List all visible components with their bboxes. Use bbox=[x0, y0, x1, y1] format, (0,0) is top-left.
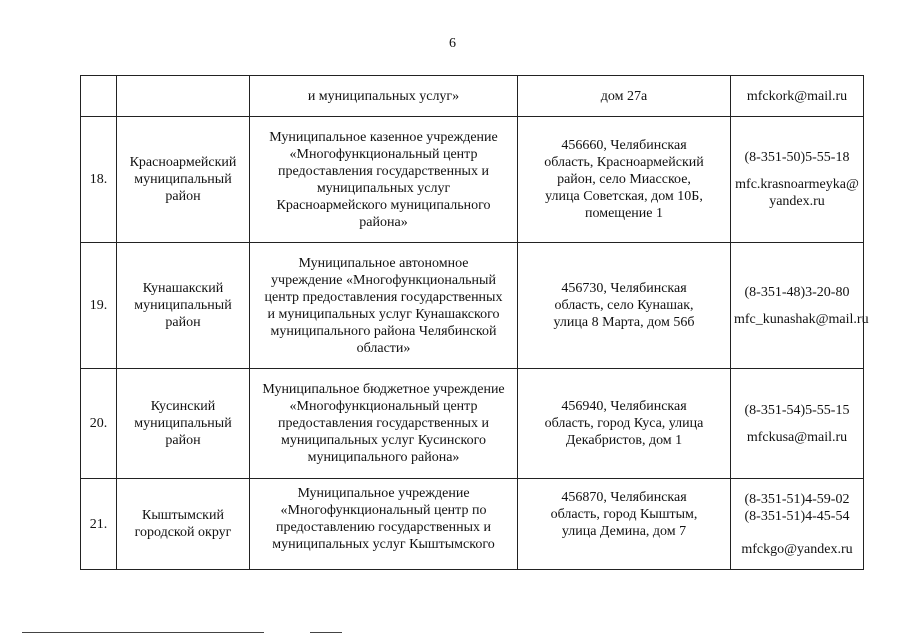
district-cell bbox=[117, 243, 250, 369]
email-line: mfckusa@mail.ru bbox=[746, 429, 848, 445]
mfc-table bbox=[80, 75, 869, 570]
district-line: Кыштымский bbox=[142, 508, 224, 523]
organization-line: Муниципальное казенное учреждение bbox=[269, 129, 498, 145]
district-line: Кусинский bbox=[150, 399, 216, 414]
table-row bbox=[81, 243, 864, 369]
address-line: 456870, Челябинская bbox=[561, 490, 687, 505]
organization-line: района» bbox=[359, 214, 408, 230]
organization-line: Муниципальное автономное bbox=[298, 255, 469, 271]
organization-cell bbox=[250, 479, 518, 570]
contacts-cell bbox=[731, 369, 864, 479]
email-line: mfckork@mail.ru bbox=[746, 88, 848, 104]
organization-line: предоставления государственных и bbox=[278, 163, 489, 179]
address-cell bbox=[518, 243, 731, 369]
contacts-gap bbox=[734, 419, 860, 429]
organization-line: Муниципальное бюджетное учреждение bbox=[262, 382, 505, 397]
organization-cell bbox=[250, 76, 518, 117]
organization-line: муниципальных услуг Кыштымского bbox=[272, 537, 495, 552]
address-line: область, Красноармейский bbox=[544, 155, 704, 170]
district-line: Красноармейский bbox=[129, 155, 237, 170]
table-row bbox=[81, 76, 864, 117]
organization-line: области» bbox=[356, 340, 411, 356]
row-number: 19. bbox=[89, 298, 108, 313]
row-number: 18. bbox=[89, 172, 108, 187]
address-line: район, село Миасское, bbox=[557, 172, 691, 187]
contacts-gap bbox=[734, 166, 860, 176]
address-cell bbox=[518, 479, 731, 570]
district-cell bbox=[117, 479, 250, 570]
contacts-gap bbox=[734, 525, 860, 541]
phone-line: (8-351-51)4-45-54 bbox=[744, 508, 850, 524]
district-cell bbox=[117, 76, 250, 117]
row-number: 20. bbox=[89, 416, 108, 431]
table-row bbox=[81, 369, 864, 479]
contacts-cell bbox=[731, 117, 864, 243]
organization-line: Муниципальное учреждение bbox=[297, 486, 470, 501]
organization-line: предоставлению государственных и bbox=[276, 520, 491, 535]
district-line: район bbox=[165, 315, 201, 330]
address-cell bbox=[518, 76, 731, 117]
organization-line: центр предоставления государственных bbox=[264, 289, 503, 305]
organization-line: муниципальных услуг bbox=[316, 180, 451, 196]
footer-rule bbox=[310, 632, 342, 633]
organization-line: муниципального района Челябинской bbox=[270, 323, 497, 339]
organization-line: и муниципальных услуг Кунашакского bbox=[267, 306, 500, 322]
address-line: 456730, Челябинская bbox=[561, 281, 687, 296]
organization-line: «Многофункциональный центр bbox=[289, 399, 478, 414]
table-row bbox=[81, 117, 864, 243]
contacts-gap bbox=[734, 301, 860, 311]
row-number-cell bbox=[81, 76, 117, 117]
organization-line: предоставления государственных и bbox=[278, 416, 489, 431]
address-line: область, город Куса, улица bbox=[544, 416, 704, 431]
email-line: yandex.ru bbox=[769, 194, 825, 209]
contacts-cell bbox=[731, 76, 864, 117]
address-line: помещение 1 bbox=[585, 206, 663, 221]
address-line: 456660, Челябинская bbox=[561, 138, 687, 153]
phone-line: (8-351-51)4-59-02 bbox=[744, 491, 850, 507]
address-line: улица 8 Марта, дом 56б bbox=[553, 315, 695, 330]
address-line: область, город Кыштым, bbox=[550, 507, 698, 522]
district-line: муниципальный bbox=[134, 416, 232, 431]
row-number-cell bbox=[81, 117, 117, 243]
phone-line: (8-351-48)3-20-80 bbox=[744, 284, 850, 300]
district-line: Кунашакский bbox=[142, 281, 224, 296]
organization-line: «Многофункциональный центр по bbox=[280, 503, 487, 518]
address-line: 456940, Челябинская bbox=[561, 399, 687, 414]
district-line: муниципальный bbox=[134, 298, 232, 313]
district-cell bbox=[117, 369, 250, 479]
email-line: mfckgo@yandex.ru bbox=[741, 541, 853, 557]
address-line: область, село Кунашак, bbox=[554, 298, 694, 313]
district-line: городской округ bbox=[134, 525, 232, 540]
address-line: улица Демина, дом 7 bbox=[561, 524, 687, 539]
address-cell bbox=[518, 117, 731, 243]
district-cell bbox=[117, 117, 250, 243]
organization-cell bbox=[250, 243, 518, 369]
district-line: район bbox=[165, 433, 201, 448]
email-line: mfc.krasnoarmeyka@ bbox=[735, 177, 859, 192]
organization-line: и муниципальных услуг» bbox=[307, 88, 460, 104]
district-line: муниципальный bbox=[134, 172, 232, 187]
row-number: 21. bbox=[89, 516, 108, 532]
district-line: район bbox=[165, 189, 201, 204]
row-number-cell bbox=[81, 369, 117, 479]
table-row bbox=[81, 479, 864, 570]
address-line: улица Советская, дом 10Б, bbox=[545, 189, 703, 204]
phone-line: (8-351-50)5-55-18 bbox=[744, 150, 850, 165]
address-cell bbox=[518, 369, 731, 479]
row-number-cell bbox=[81, 243, 117, 369]
row-number-cell bbox=[81, 479, 117, 570]
organization-line: учреждение «Многофункциональный bbox=[271, 272, 496, 288]
page-number: 6 bbox=[449, 36, 456, 51]
organization-cell bbox=[250, 369, 518, 479]
phone-line: (8-351-54)5-55-15 bbox=[744, 402, 850, 418]
organization-line: Красноармейского муниципального bbox=[276, 197, 491, 213]
organization-line: муниципальных услуг Кусинского bbox=[280, 433, 487, 448]
organization-line: «Многофункциональный центр bbox=[289, 146, 478, 162]
mfc-table-body bbox=[81, 76, 869, 570]
address-line: Декабристов, дом 1 bbox=[565, 433, 683, 448]
footer-rule bbox=[22, 632, 264, 633]
contacts-cell bbox=[731, 479, 864, 570]
contacts-cell bbox=[731, 243, 869, 369]
address-line: дом 27а bbox=[600, 88, 648, 104]
organization-line: муниципального района» bbox=[307, 450, 460, 465]
organization-cell bbox=[250, 117, 518, 243]
email-line: mfc_kunashak@mail.ru bbox=[734, 311, 869, 327]
